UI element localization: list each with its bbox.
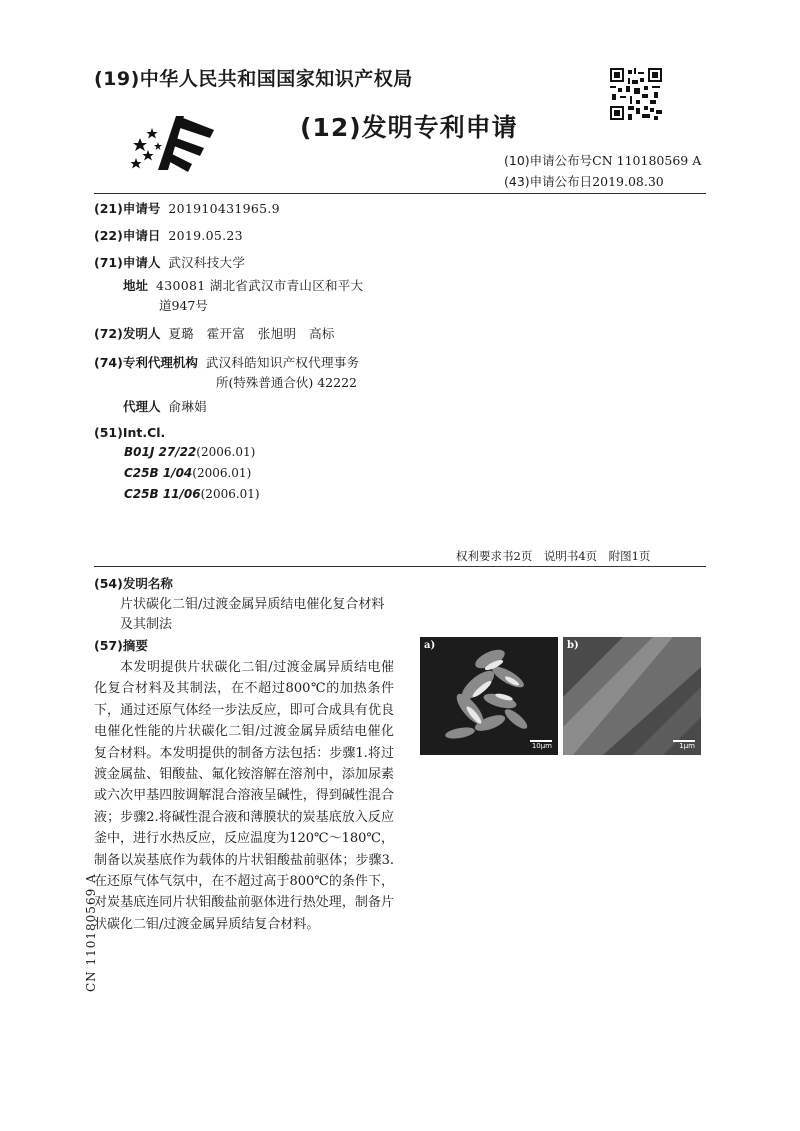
pub-no: CN 110180569 A	[592, 153, 702, 168]
intcl-field	[94, 425, 173, 440]
patent-office-logo	[128, 108, 218, 178]
app-no: 201910431965.9	[168, 201, 280, 216]
scale-label: 10μm	[531, 742, 552, 750]
title-label: (54)发明名称	[94, 576, 173, 591]
sem-image-b	[563, 637, 701, 755]
agent-field	[123, 397, 207, 415]
invention-title: 片状碳化二钼/过渡金属异质结电催化复合材料及其制法	[120, 597, 385, 632]
applicant: 武汉科技大学	[168, 255, 246, 270]
figure-label: a)	[424, 640, 436, 651]
scale-label: 1μm	[679, 742, 695, 750]
figure-label: b)	[567, 640, 579, 651]
agency-field	[94, 353, 359, 371]
ipc-code: C25B 1/04	[124, 466, 193, 480]
pub-date: 2019.08.30	[592, 174, 664, 189]
filing-date-field	[94, 226, 243, 244]
applicant-field	[94, 253, 245, 271]
header-divider	[94, 193, 706, 194]
ipc-code: C25B 11/06	[124, 487, 201, 501]
agent: 俞琳娟	[168, 399, 207, 414]
address-line-1: 430081 湖北省武汉市青山区和平大	[156, 278, 364, 293]
sem-image-a-content	[420, 637, 558, 755]
ipc-date: (2006.01)	[196, 445, 256, 459]
sem-image-a	[420, 637, 558, 755]
agency-label: (74)专利代理机构	[94, 355, 198, 370]
agency-line-1: 武汉科皓知识产权代理事务	[205, 355, 360, 370]
ipc-entry	[124, 466, 251, 480]
ipc-entry	[124, 445, 255, 459]
ipc-entry	[124, 487, 260, 501]
side-publication-number: CN 110180569 A	[84, 873, 98, 992]
applicant-label: (71)申请人	[94, 255, 161, 270]
inventors-field	[94, 324, 335, 342]
agency-line-2: 所(特殊普通合伙) 42222	[216, 375, 357, 390]
ipc-code: B01J 27/22	[124, 445, 197, 459]
address-line-2: 道947号	[159, 298, 208, 313]
filing-date: 2019.05.23	[168, 228, 243, 243]
ipc-date: (2006.01)	[192, 466, 252, 480]
abstract-text: 本发明提供片状碳化二钼/过渡金属异质结电催化复合材料及其制法，在不超过800℃的加热条件下，通过还原气体经一步法反应，即可合成具有优良电催化性能的片状碳化二钼/过渡金属异质结电催化复合材料。本发明提供的制备方法包括：步骤1.将过渡金属盐、钼酸盐、氟化铵溶解在溶剂中，添加尿素或六次甲基四胺调解混合溶液呈碱性，得到碱性混合液；步骤2.将碱性混合液和薄膜状的炭基底放入反应釜中，进行水热反应，反应温度为120℃～180℃，制备以炭基底作为载体的片状钼酸盐前驱体；步骤3.在还原气体气氛中，在不超过高于800℃的条件下，对炭基底连同片状钼酸盐前驱体进行热处理，制备片状碳化二钼/过渡金属异质结复合材料。	[94, 660, 394, 932]
inventors-label: (72)发明人	[94, 326, 161, 341]
office-name: (19)中华人民共和国国家知识产权局	[94, 68, 413, 90]
section-divider	[94, 566, 706, 567]
intcl-label: (51)Int.Cl.	[94, 425, 166, 440]
abstract-label: (57)摘要	[94, 638, 148, 653]
pub-no-label: (10)申请公布号	[504, 153, 593, 168]
app-no-label: (21)申请号	[94, 201, 161, 216]
publication-info	[504, 150, 701, 192]
sem-image-b-content	[563, 637, 701, 755]
address-label: 地址	[123, 278, 149, 293]
inventors: 夏璐 霍开富 张旭明 高标	[168, 326, 335, 341]
document-type: (12)发明专利申请	[300, 113, 518, 142]
filing-date-label: (22)申请日	[94, 228, 161, 243]
pub-date-label: (43)申请公布日	[504, 174, 593, 189]
qr-code-icon	[610, 68, 662, 120]
app-no-field	[94, 199, 280, 217]
page-counts: 权利要求书2页 说明书4页 附图1页	[456, 549, 651, 563]
ipc-date: (2006.01)	[200, 487, 260, 501]
address-field	[123, 276, 363, 294]
agent-label: 代理人	[123, 399, 161, 414]
